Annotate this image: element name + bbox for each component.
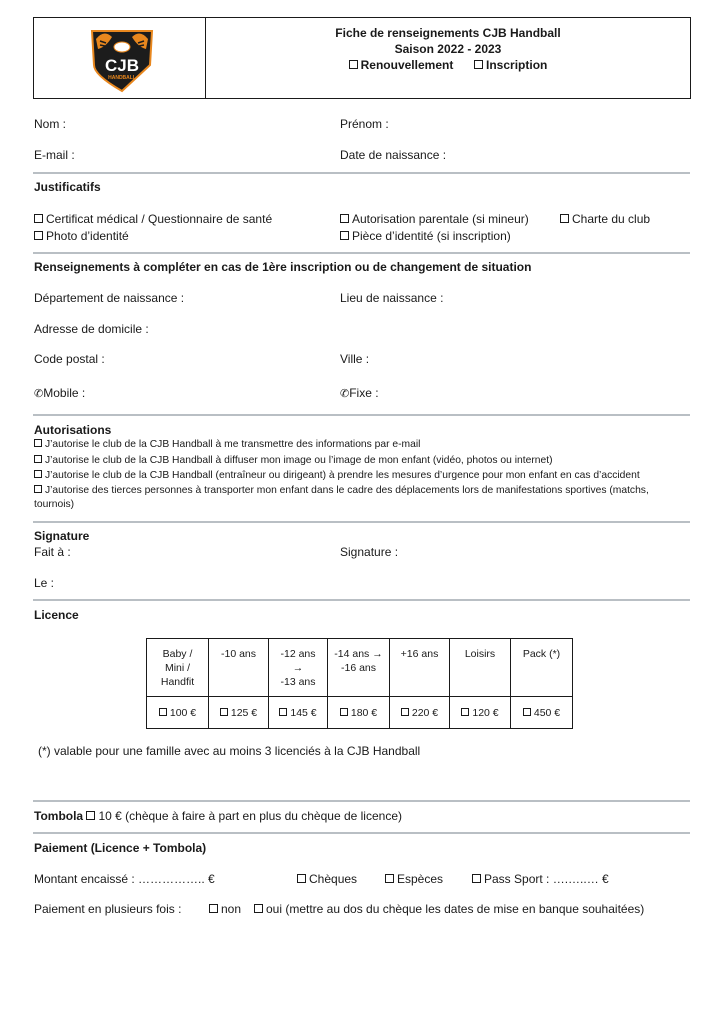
divider: [33, 172, 690, 174]
justif-autorisation-label: Autorisation parentale (si mineur): [352, 212, 529, 226]
ville-field[interactable]: Ville :: [340, 352, 370, 366]
justif-certificat[interactable]: [34, 212, 272, 226]
price-cell[interactable]: [511, 697, 573, 729]
club-logo: [82, 25, 162, 93]
autorisation-item[interactable]: [34, 485, 649, 496]
logo-cell: [34, 18, 206, 98]
price-value: 125 €: [230, 706, 258, 719]
justif-piece[interactable]: [340, 229, 511, 243]
licence-note: (*) valable pour une famille avec au moins 3 licenciés à la CJB Handball: [38, 744, 421, 758]
adresse-field[interactable]: Adresse de domicile :: [34, 322, 149, 336]
divider: [33, 414, 690, 416]
autorisation-text: J’autorise le club de la CJB Handball (entraîneur ou dirigeant) à prendre les mesures d’urgence pour mon enfant en cas d’accident: [45, 470, 640, 481]
inscription-label: Inscription: [486, 58, 548, 72]
fait-field[interactable]: Fait à :: [34, 545, 71, 559]
price-cell[interactable]: [390, 697, 450, 729]
renseignements-title: Renseignements à compléter en cas de 1ère inscription ou de changement de situation: [34, 260, 532, 274]
montant-field[interactable]: Montant encaissé : …………….. €: [34, 872, 215, 886]
licence-cat-16: [390, 639, 450, 697]
divider: [33, 599, 690, 601]
oui-option[interactable]: [254, 902, 644, 916]
price-value: 180 €: [350, 706, 378, 719]
checkbox-icon[interactable]: [385, 874, 394, 883]
checkbox-icon[interactable]: [254, 904, 263, 913]
fixe-field[interactable]: [340, 386, 379, 400]
price-value: 100 €: [169, 706, 197, 719]
justif-autorisation[interactable]: [340, 212, 529, 226]
autorisation-item[interactable]: [34, 455, 553, 466]
phone-icon: ✆: [340, 388, 350, 400]
checkbox-icon[interactable]: [560, 214, 569, 223]
plusieurs-label: Paiement en plusieurs fois :: [34, 902, 182, 916]
cheques-option[interactable]: [297, 872, 357, 886]
cat-line: -13 ans: [280, 676, 316, 688]
checkbox-icon[interactable]: [34, 214, 43, 223]
logo-text: CJB: [104, 56, 140, 75]
tombola-row[interactable]: [34, 809, 402, 823]
licence-cat-10: [209, 639, 269, 697]
autorisation-text: J’autorise des tierces personnes à transporter mon enfant dans le cadre des déplacements lors de manifestations sportives (matchs,: [45, 485, 649, 496]
pass-sport-option[interactable]: [472, 872, 609, 886]
nom-field[interactable]: Nom :: [34, 117, 67, 131]
signature-field[interactable]: Signature :: [340, 545, 399, 559]
checkbox-icon[interactable]: [34, 455, 42, 463]
arrow-icon: →: [292, 662, 304, 674]
paiement-title: Paiement (Licence + Tombola): [34, 841, 207, 855]
checkbox-icon[interactable]: [220, 708, 228, 716]
checkbox-icon[interactable]: [297, 874, 306, 883]
autorisation-item[interactable]: [34, 470, 640, 481]
price-cell[interactable]: [328, 697, 390, 729]
checkbox-icon[interactable]: [279, 708, 287, 716]
checkbox-icon[interactable]: [34, 485, 42, 493]
licence-table: [146, 638, 573, 729]
licence-cat-loisirs: [450, 639, 511, 697]
tombola-text: 10 € (chèque à faire à part en plus du chèque de licence): [98, 809, 402, 823]
price-value: 145 €: [290, 706, 317, 719]
cat-line: Mini /: [164, 662, 191, 674]
checkbox-icon[interactable]: [34, 231, 43, 240]
birthdate-field[interactable]: Date de naissance :: [340, 148, 447, 162]
licence-cat-baby: [147, 639, 209, 697]
especes-option[interactable]: [385, 872, 443, 886]
divider: [33, 521, 690, 523]
especes-label: Espèces: [397, 872, 444, 886]
licence-cat-12: [269, 639, 328, 697]
autorisation-text: J’autorise le club de la CJB Handball à diffuser mon image ou l’image de mon enfant (vidéo, photos ou internet): [45, 455, 553, 466]
cp-field[interactable]: Code postal :: [34, 352, 105, 366]
justif-charte[interactable]: [560, 212, 650, 226]
tombola-title: Tombola: [34, 809, 84, 823]
cat-line: +16 ans: [400, 648, 439, 660]
autorisation-item[interactable]: [34, 439, 420, 450]
autorisation-item-cont: tournois): [34, 499, 75, 510]
autorisations-title: Autorisations: [34, 423, 112, 437]
cat-line: -14 ans →: [334, 648, 383, 660]
price-cell[interactable]: [209, 697, 269, 729]
type-options: [206, 58, 690, 72]
justificatifs-title: Justificatifs: [34, 180, 101, 194]
renewal-checkbox[interactable]: [349, 60, 358, 69]
phone-icon: ✆: [34, 388, 44, 400]
cat-line: Baby /: [162, 648, 193, 660]
header-box: [33, 17, 691, 99]
checkbox-icon[interactable]: [159, 708, 167, 716]
checkbox-icon[interactable]: [34, 470, 42, 478]
cat-line: -16 ans: [340, 662, 377, 674]
checkbox-icon[interactable]: [472, 874, 481, 883]
lieu-field[interactable]: Lieu de naissance :: [340, 291, 444, 305]
oui-label: oui (mettre au dos du chèque les dates de mise en banque souhaitées): [266, 902, 645, 916]
price-cell[interactable]: [450, 697, 511, 729]
autorisation-text: J’autorise le club de la CJB Handball à me transmettre des informations par e-mail: [45, 439, 421, 450]
title-cell: [206, 18, 690, 98]
mobile-label: Mobile :: [43, 386, 86, 400]
fixe-label: Fixe :: [349, 386, 379, 400]
price-cell[interactable]: [269, 697, 328, 729]
justif-photo[interactable]: [34, 229, 129, 243]
prenom-field[interactable]: Prénom :: [340, 117, 389, 131]
price-cell[interactable]: [147, 697, 209, 729]
form-title: Fiche de renseignements CJB Handball: [335, 26, 561, 40]
cat-line: Loisirs: [464, 648, 496, 660]
checkbox-icon[interactable]: [340, 214, 349, 223]
justif-piece-label: Pièce d’identité (si inscription): [352, 229, 511, 243]
season-label: Saison 2022 - 2023: [394, 42, 502, 56]
mobile-field[interactable]: [34, 386, 85, 400]
checkbox-icon[interactable]: [461, 708, 469, 716]
checkbox-icon[interactable]: [86, 811, 95, 820]
licence-cat-14: [328, 639, 390, 697]
checkbox-icon[interactable]: [34, 439, 42, 447]
licence-header-row: [147, 639, 573, 697]
justif-photo-label: Photo d’identité: [46, 229, 129, 243]
licence-title: Licence: [34, 608, 79, 622]
cat-line: -10 ans: [220, 648, 257, 660]
non-option[interactable]: [209, 902, 241, 916]
signature-title: Signature: [34, 529, 90, 543]
checkbox-icon[interactable]: [340, 231, 349, 240]
price-value: 120 €: [472, 706, 499, 719]
cat-line: Handfit: [160, 676, 195, 688]
logo-subtext: HANDBALL: [108, 75, 136, 81]
price-value: 450 €: [533, 706, 561, 719]
checkbox-icon[interactable]: [401, 708, 409, 716]
cat-line: -12 ans: [280, 648, 316, 660]
inscription-checkbox[interactable]: [474, 60, 483, 69]
divider: [33, 832, 690, 834]
cat-line: Pack (*): [522, 648, 561, 660]
email-field[interactable]: E-mail :: [34, 148, 75, 162]
renewal-label: Renouvellement: [360, 58, 454, 72]
price-value: 220 €: [411, 706, 439, 719]
cheques-label: Chèques: [309, 872, 358, 886]
licence-price-row: [147, 697, 573, 729]
date-field[interactable]: Le :: [34, 576, 55, 590]
checkbox-icon[interactable]: [209, 904, 218, 913]
checkbox-icon[interactable]: [523, 708, 531, 716]
licence-cat-pack: [511, 639, 573, 697]
divider: [33, 800, 690, 802]
divider: [33, 252, 690, 254]
non-label: non: [221, 902, 242, 916]
dept-field[interactable]: Département de naissance :: [34, 291, 185, 305]
checkbox-icon[interactable]: [340, 708, 348, 716]
justif-charte-label: Charte du club: [572, 212, 651, 226]
pass-sport-label: Pass Sport : ….…..… €: [484, 872, 609, 886]
justif-certificat-label: Certificat médical / Questionnaire de santé: [46, 212, 273, 226]
